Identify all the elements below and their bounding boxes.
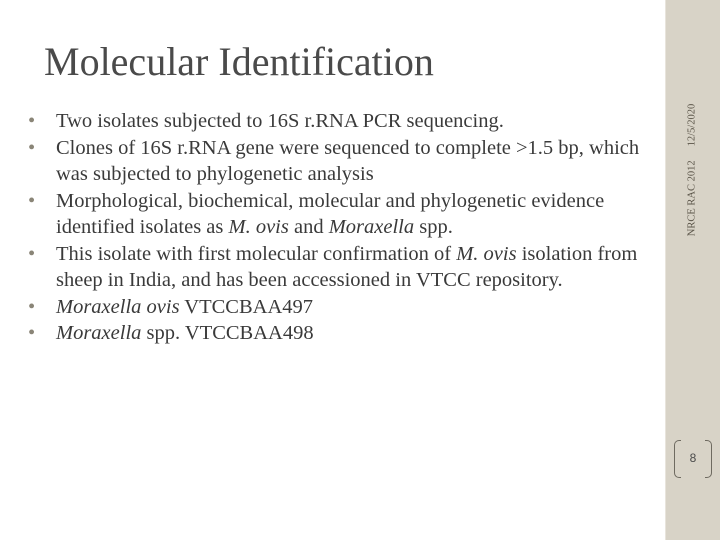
bullet-item xyxy=(28,294,648,321)
slide-title: Molecular Identification xyxy=(44,39,434,84)
bullet-icon: • xyxy=(28,110,36,132)
side-footer-text xyxy=(687,104,698,236)
bullet-text: Two isolates subjected to 16S r.RNA PCR sequencing. xyxy=(56,110,504,132)
bullet-item xyxy=(28,188,648,241)
bullet-item xyxy=(28,108,648,135)
bullet-item xyxy=(28,320,648,347)
bullet-list xyxy=(28,108,648,347)
bullet-item xyxy=(28,241,648,294)
bullet-text-italic: Moraxella xyxy=(56,322,142,344)
bullet-text: spp. VTCCBAA498 xyxy=(141,322,314,344)
bullet-icon: • xyxy=(28,242,36,265)
bullet-icon: • xyxy=(28,295,36,318)
page-number-badge xyxy=(672,440,714,480)
bullet-text: VTCCBAA497 xyxy=(179,295,314,318)
bullet-item xyxy=(28,135,648,188)
bullet-text: Clones of 16S r.RNA gene were sequenced to complete >1.5 bp, which was subjected to phylogenetic analysis xyxy=(56,136,640,185)
bullet-text-italic: Moraxella ovis xyxy=(56,295,180,318)
bullet-icon: • xyxy=(28,189,36,212)
bullet-text: This isolate with first molecular confirmation of xyxy=(56,242,457,265)
bullet-text-italic: M. ovis xyxy=(456,242,517,265)
bullet-text: and xyxy=(288,216,329,238)
bullet-text-italic: M. ovis xyxy=(228,216,289,238)
bullet-icon: • xyxy=(28,136,36,159)
bullet-text: Morphological, biochemical, molecular and phylogenetic evidence identified isolates as xyxy=(56,189,605,238)
bullet-text: spp. xyxy=(414,216,453,238)
footer-date: 12/5/2020 xyxy=(686,103,698,147)
bullet-text: isolation from sheep in India, and has been accessioned in VTCC repository. xyxy=(56,242,638,291)
bullet-icon: • xyxy=(28,322,36,344)
page-number: 8 xyxy=(689,451,697,465)
bullet-text-italic: Moraxella xyxy=(328,216,415,238)
footer-label: NRCE RAC 2012 xyxy=(686,160,698,237)
